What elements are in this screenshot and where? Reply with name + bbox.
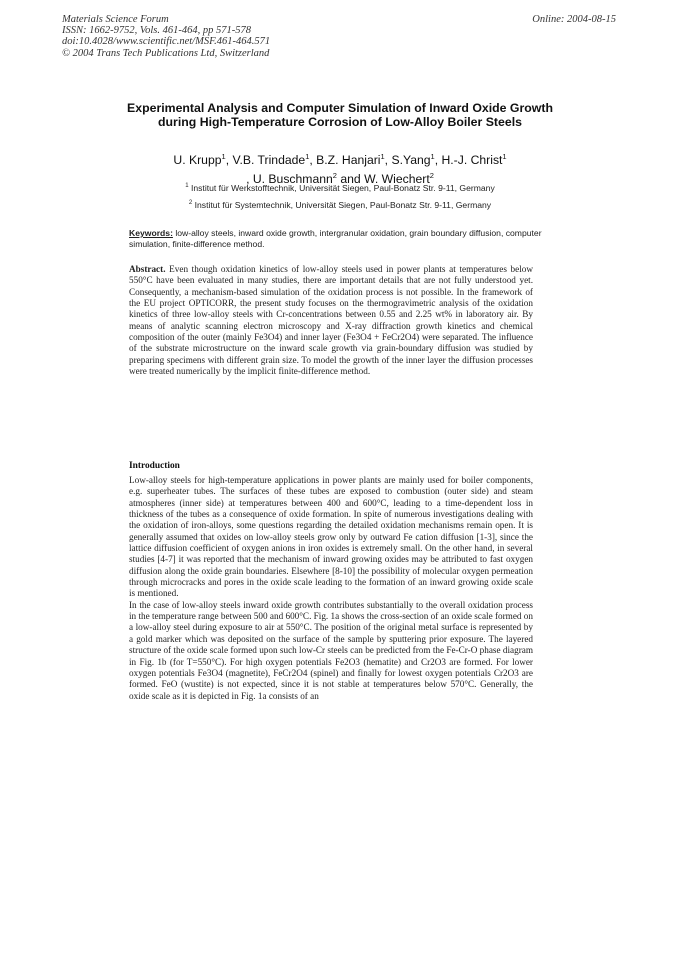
journal-header bbox=[62, 14, 422, 59]
author: V.B. Trindade bbox=[232, 153, 306, 168]
online-date: Online: 2004-08-15 bbox=[532, 14, 616, 25]
author: W. Wiechert bbox=[364, 172, 430, 187]
author-list bbox=[110, 149, 570, 187]
affiliation-1: $^1$ Institut für Werkstofftechnik, Universität Siegen, Paul-Bonatz Str. 9-11, Germany bbox=[185, 183, 495, 193]
copyright-line: © 2004 Trans Tech Publications Ltd, Switzerland bbox=[62, 47, 270, 59]
paper-title: Experimental Analysis and Computer Simulation of Inward Oxide Growth during High-Temperature Corrosion of Low-Alloy Boiler Steels bbox=[127, 101, 553, 130]
keywords bbox=[129, 228, 549, 249]
abstract bbox=[129, 264, 533, 377]
issn-line: ISSN: 1662-9752, Vols. 461-464, pp 571-578 bbox=[62, 25, 251, 37]
abstract-label: Abstract. bbox=[129, 264, 166, 274]
author-line-2: , U. Buschmann$^2$ and W. Wiechert$^2$ bbox=[246, 171, 434, 187]
introduction-heading: Introduction bbox=[129, 461, 180, 471]
keywords-label: Keywords: bbox=[129, 228, 173, 238]
abstract-text: Even though oxidation kinetics of low-alloy steels used in power plants at temperatures below 550°C have been evaluated in many studies, there are important details that are not fully understood yet. Consequently, a mechanism-based simulation of the oxidation process is not possible. In the framework of the EU project OPTICORR, the present study focuses on the thermogravimetric analysis of the oxidation kinetics of three low-alloy steels with Cr-concentrations between 0.55 and 2.25 wt% in laboratory air. By means of analytic scanning electron microscopy and X-ray diffraction growth kinetics and chemical composition of the outer (mainly Fe3O4) and inner layer (Fe3O4 + FeCr2O4) were separated. The influence of the substrate microstructure on the inward scale growth via grain-boundary diffusion was studied by preparing specimens with different grain size. To model the growth of the inner layer the diffusion processes were treated numerically by the implicit finite-difference method. bbox=[129, 264, 533, 377]
paragraph: Low-alloy steels for high-temperature applications in power plants are mainly used for boiler components, e.g. superheater tubes. The surfaces of these tubes are exposed to combustion (outer side) and steam atmospheres (inner side) at temperatures between 400 and 600°C, leading to a time-dependent loss in thickness of the tubes as a consequence of oxide formation. In spite of numerous investigations dealing with the oxidation of iron-alloys, some questions regarding the detailed oxidation mechanisms remain open. It is generally assumed that oxides on low-alloy steels grow only by outward Fe cation diffusion [1-3], since the lattice diffusion coefficient of oxygen anions in iron oxides is extremely small. On the other hand, in several studies [4-7] it was reported that the mechanism of inward growing oxides may be attributed to fast oxygen diffusion along the oxide grain boundaries. Elsewhere [8-10] the possibility of molecular oxygen permeation through microcracks and pores in the oxide scale leading to the formation of an inward growing oxide scale is mentioned. bbox=[129, 475, 533, 599]
author: U. Krupp bbox=[173, 153, 222, 168]
paragraph: In the case of low-alloy steels inward oxide growth contributes substantially to the overall oxidation process in the temperature range between 500 and 600°C. Fig. 1a shows the cross-section of an oxide scale formed on a low-alloy steel during exposure to air at 550°C. The position of the original metal surface is represented by a gold marker which was deposited on the surface of the sample by sputtering prior exposure. The layered structure of the oxide scale formed upon such low-Cr steels can be predicted from the Fe-Cr-O phase diagram in Fig. 1b (for T=550°C). For high oxygen potentials Fe2O3 (hematite) and Cr2O3 are formed. For lower oxygen potentials Fe3O4 (magnetite), FeCr2O4 (spinel) and finally for lowest oxygen potentials Cr2O3 are formed. FeO (wustite) is not expected, since it is not stable at temperatures below 570°C. Generally, the oxide scale as it is depicted in Fig. 1a consists of an bbox=[129, 599, 533, 701]
keywords-text: low-alloy steels, inward oxide growth, intergranular oxidation, grain boundary diffusion, computer simulation, finite-difference method. bbox=[129, 228, 542, 249]
author: H.-J. Christ bbox=[441, 153, 503, 168]
journal-name: Materials Science Forum bbox=[62, 14, 169, 25]
doi-line[interactable]: doi:10.4028/www.scientific.net/MSF.461-464.571 bbox=[62, 36, 271, 48]
affiliation-2: $^2$ Institut für Systemtechnik, Universität Siegen, Paul-Bonatz Str. 9-11, Germany bbox=[188, 200, 492, 210]
introduction-body bbox=[129, 475, 533, 702]
author: U. Buschmann bbox=[252, 172, 333, 187]
author: S.Yang bbox=[391, 153, 431, 168]
author-line-1: U. Krupp$^1$, V.B. Trindade$^1$, B.Z. Hanjari$^1$, S.Yang$^1$, H.-J. Christ$^1$ bbox=[173, 152, 507, 168]
author: B.Z. Hanjari bbox=[316, 153, 381, 168]
